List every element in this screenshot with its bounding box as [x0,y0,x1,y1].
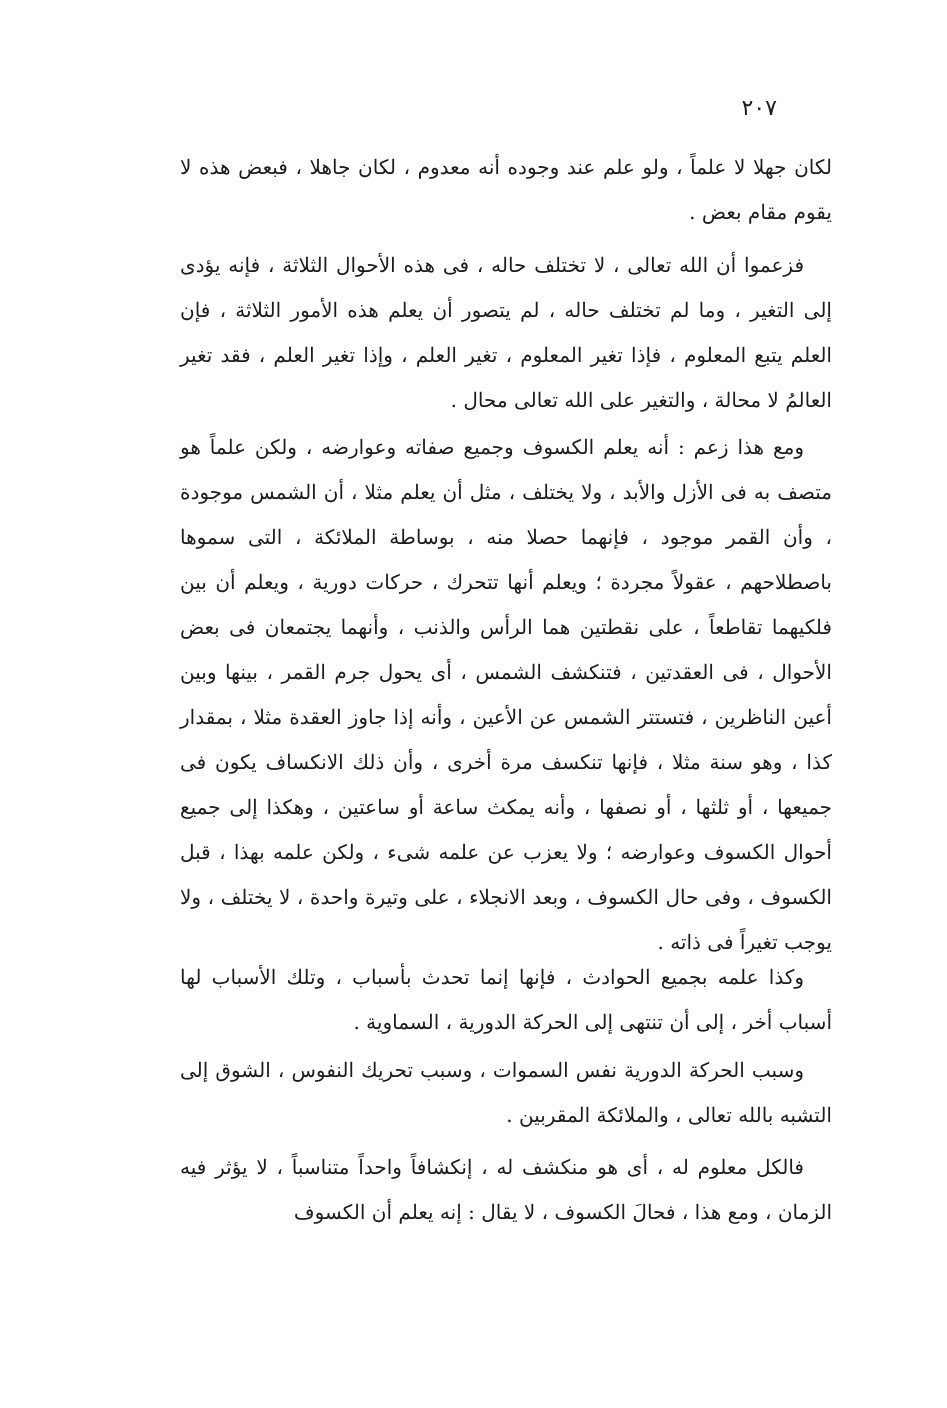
paragraph-3: ومع هذا زعم : أنه يعلم الكسوف وجميع صفاته وعوارضه ، ولكن علماً هو متصف به فى الأزل والأبد ، ولا يختلف ، مثل أن يعلم مثلا ، أن الشمس موجودة ، وأن القمر موجود ، فإنهما حصلا منه ، بوساطة الملائكة ، التى سموها باصطلاحهم ، عقولاً مجردة ؛ ويعلم أنها تتحرك ، حركات دورية ، ويعلم أن بين فلكيهما تقاطعاً ، على نقطتين هما الرأس والذنب ، وأنهما يجتمعان فى بعض الأحوال ، فى العقدتين ، فتنكشف الشمس ، أى يحول جرم القمر ، بينها وبين أعين الناظرين ، فتستتر الشمس عن الأعين ، وأنه إذا جاوز العقدة مثلا ، بمقدار كذا ، وهو سنة مثلا ، فإنها تنكسف مرة أخرى ، وأن ذلك الانكساف يكون فى جميعها ، أو ثلثها ، أو نصفها ، وأنه يمكث ساعة أو ساعتين ، وهكذا إلى جميع أحوال الكسوف وعوارضه ؛ ولا يعزب عن علمه شىء ، ولكن علمه بهذا ، قبل الكسوف ، وفى حال الكسوف ، وبعد الانجلاء ، على وتيرة واحدة ، لا يختلف ، ولا يوجب تغيراً فى ذاته . [180,435,832,954]
paragraph-5: وسبب الحركة الدورية نفس السموات ، وسبب تحريك النفوس ، الشوق إلى التشبه بالله تعالى ، والملائكة المقربين . [180,1058,832,1127]
paragraph-2: فزعموا أن الله تعالى ، لا تختلف حاله ، فى هذه الأحوال الثلاثة ، فإنه يؤدى إلى التغير ، وما لم تختلف حاله ، لم يتصور أن يعلم هذه الأمور الثلاثة ، فإن العلم يتبع المعلوم ، فإذا تغير المعلوم ، تغير العلم ، وإذا تغير العلم ، فقد تغير العالمُ لا محالة ، والتغير على الله تعالى محال . [180,253,832,412]
paragraph-1: لكان جهلا لا علماً ، ولو علم عند وجوده أنه معدوم ، لكان جاهلا ، فبعض هذه لا يقوم مقام بعض . [180,155,832,224]
page-number: ٢٠٧ [741,96,777,121]
paragraph-4: وكذا علمه بجميع الحوادث ، فإنها إنما تحدث بأسباب ، وتلك الأسباب لها أسباب أخر ، إلى أن تنتهى إلى الحركة الدورية ، السماوية . [180,965,832,1034]
paragraph-6: فالكل معلوم له ، أى هو منكشف له ، إنكشافاً واحداً متناسباً ، لا يؤثر فيه الزمان ، ومع هذا ، فحالَ الكسوف ، لا يقال : إنه يعلم أن الكسوف [180,1155,832,1224]
